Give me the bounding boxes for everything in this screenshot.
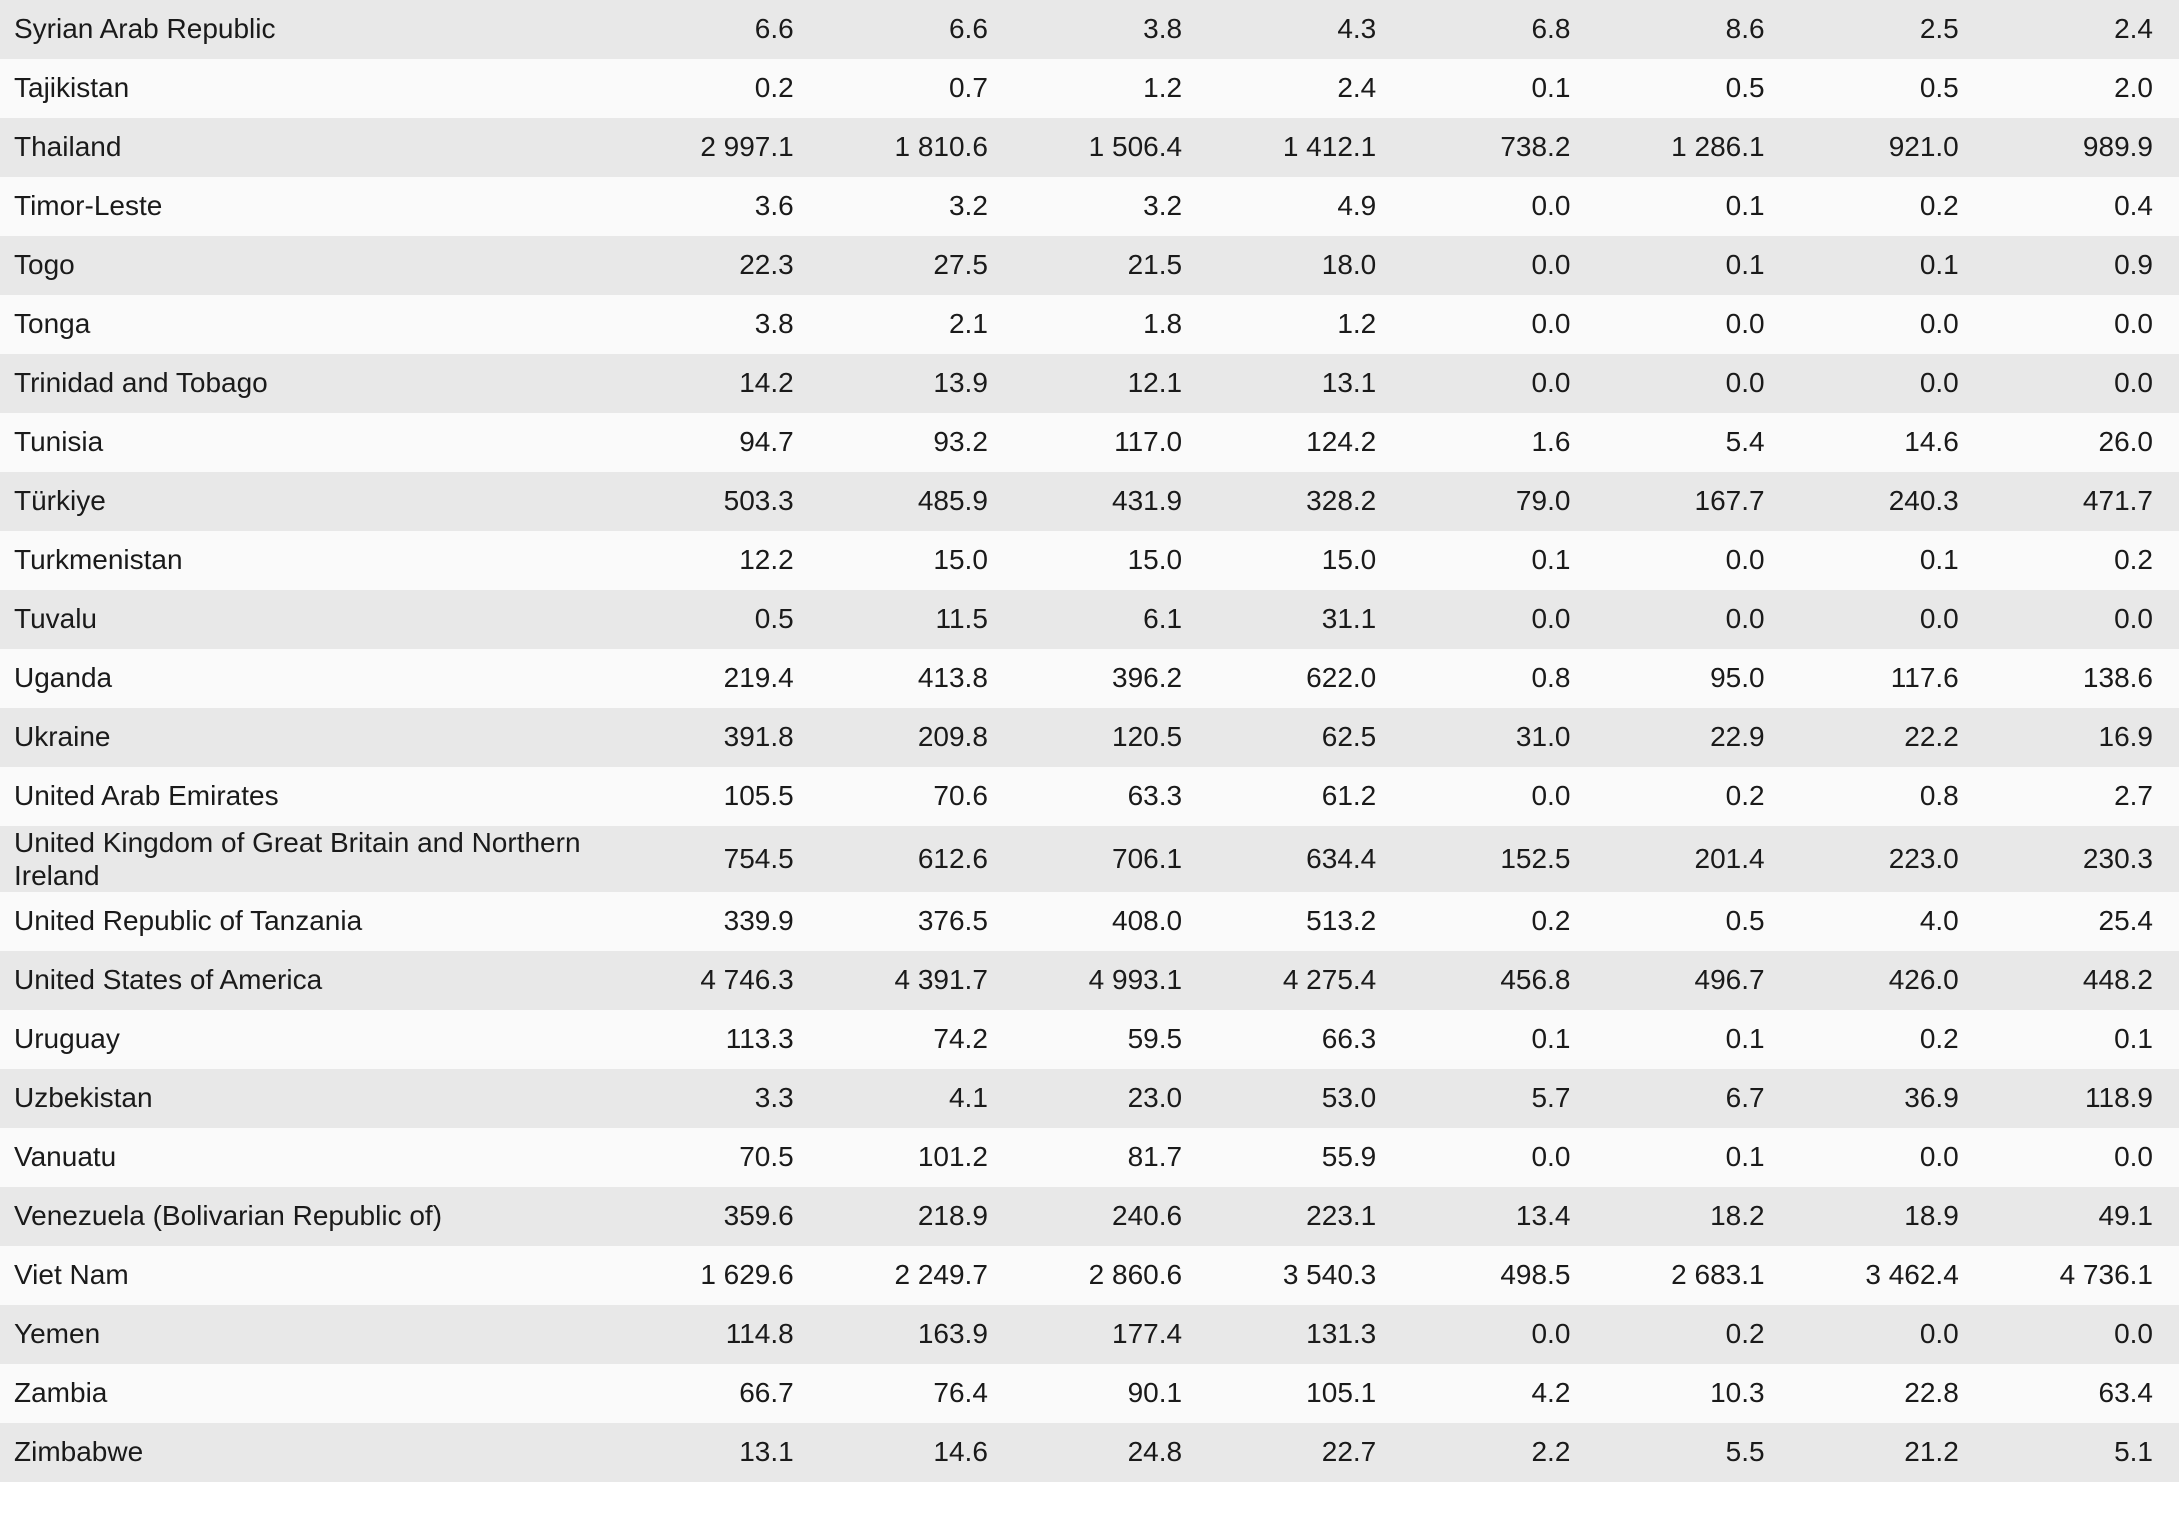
- cell-value: 4 993.1: [1014, 951, 1208, 1010]
- cell-value: 117.6: [1791, 649, 1985, 708]
- cell-value: 209.8: [820, 708, 1014, 767]
- cell-value: 152.5: [1402, 826, 1596, 892]
- row-label-country: Ukraine: [0, 708, 626, 767]
- cell-value: 376.5: [820, 892, 1014, 951]
- cell-value: 13.1: [626, 1423, 820, 1482]
- cell-value: 3.8: [626, 295, 820, 354]
- cell-value: 22.7: [1208, 1423, 1402, 1482]
- row-label-country: Viet Nam: [0, 1246, 626, 1305]
- cell-value: 0.5: [1596, 59, 1790, 118]
- cell-value: 1 810.6: [820, 118, 1014, 177]
- cell-value: 240.6: [1014, 1187, 1208, 1246]
- cell-value: 4.0: [1791, 892, 1985, 951]
- cell-value: 79.0: [1402, 472, 1596, 531]
- cell-value: 2.1: [820, 295, 1014, 354]
- table-row: [0, 236, 2179, 295]
- cell-value: 6.8: [1402, 0, 1596, 59]
- cell-value: 14.2: [626, 354, 820, 413]
- cell-value: 90.1: [1014, 1364, 1208, 1423]
- cell-value: 18.9: [1791, 1187, 1985, 1246]
- cell-value: 66.7: [626, 1364, 820, 1423]
- row-label-country: Tonga: [0, 295, 626, 354]
- cell-value: 1 412.1: [1208, 118, 1402, 177]
- cell-value: 5.5: [1596, 1423, 1790, 1482]
- cell-value: 738.2: [1402, 118, 1596, 177]
- table-row: [0, 1246, 2179, 1305]
- cell-value: 95.0: [1596, 649, 1790, 708]
- cell-value: 0.0: [1791, 590, 1985, 649]
- table-row: [0, 472, 2179, 531]
- cell-value: 0.0: [1402, 1305, 1596, 1364]
- table-row: [0, 1305, 2179, 1364]
- cell-value: 163.9: [820, 1305, 1014, 1364]
- cell-value: 4.1: [820, 1069, 1014, 1128]
- cell-value: 0.1: [1596, 236, 1790, 295]
- row-label-country: Zambia: [0, 1364, 626, 1423]
- cell-value: 22.2: [1791, 708, 1985, 767]
- row-label-country: Yemen: [0, 1305, 626, 1364]
- table-row: [0, 1364, 2179, 1423]
- cell-value: 131.3: [1208, 1305, 1402, 1364]
- cell-value: 21.2: [1791, 1423, 1985, 1482]
- cell-value: 1 629.6: [626, 1246, 820, 1305]
- cell-value: 0.2: [1596, 1305, 1790, 1364]
- cell-value: 4.3: [1208, 0, 1402, 59]
- cell-value: 62.5: [1208, 708, 1402, 767]
- cell-value: 118.9: [1985, 1069, 2179, 1128]
- row-label-country: Syrian Arab Republic: [0, 0, 626, 59]
- cell-value: 0.0: [1791, 1128, 1985, 1187]
- cell-value: 70.5: [626, 1128, 820, 1187]
- cell-value: 0.4: [1985, 177, 2179, 236]
- row-label-country: Tuvalu: [0, 590, 626, 649]
- table-row: [0, 1187, 2179, 1246]
- row-label-country: Thailand: [0, 118, 626, 177]
- cell-value: 396.2: [1014, 649, 1208, 708]
- cell-value: 36.9: [1791, 1069, 1985, 1128]
- cell-value: 0.0: [1985, 1305, 2179, 1364]
- cell-value: 1.2: [1014, 59, 1208, 118]
- cell-value: 0.1: [1402, 531, 1596, 590]
- cell-value: 2 683.1: [1596, 1246, 1790, 1305]
- cell-value: 0.0: [1791, 295, 1985, 354]
- cell-value: 0.2: [1402, 892, 1596, 951]
- cell-value: 0.0: [1596, 590, 1790, 649]
- cell-value: 21.5: [1014, 236, 1208, 295]
- cell-value: 2.7: [1985, 767, 2179, 826]
- table-row: [0, 1128, 2179, 1187]
- cell-value: 5.1: [1985, 1423, 2179, 1482]
- row-label-country: Vanuatu: [0, 1128, 626, 1187]
- cell-value: 408.0: [1014, 892, 1208, 951]
- cell-value: 471.7: [1985, 472, 2179, 531]
- row-label-country: Turkmenistan: [0, 531, 626, 590]
- row-label-country: Zimbabwe: [0, 1423, 626, 1482]
- cell-value: 223.1: [1208, 1187, 1402, 1246]
- cell-value: 4 391.7: [820, 951, 1014, 1010]
- row-label-country: United Kingdom of Great Britain and Northern Ireland: [0, 826, 626, 892]
- cell-value: 61.2: [1208, 767, 1402, 826]
- row-label-country: Uganda: [0, 649, 626, 708]
- table-row: [0, 649, 2179, 708]
- cell-value: 0.1: [1402, 59, 1596, 118]
- table-row: [0, 826, 2179, 892]
- cell-value: 0.1: [1791, 531, 1985, 590]
- table-row: [0, 1423, 2179, 1482]
- cell-value: 70.6: [820, 767, 1014, 826]
- cell-value: 0.8: [1791, 767, 1985, 826]
- cell-value: 15.0: [820, 531, 1014, 590]
- table-row: [0, 892, 2179, 951]
- cell-value: 503.3: [626, 472, 820, 531]
- cell-value: 219.4: [626, 649, 820, 708]
- row-label-country: United Republic of Tanzania: [0, 892, 626, 951]
- cell-value: 0.0: [1791, 354, 1985, 413]
- cell-value: 0.1: [1985, 1010, 2179, 1069]
- cell-value: 74.2: [820, 1010, 1014, 1069]
- cell-value: 3.2: [1014, 177, 1208, 236]
- row-label-country: Uzbekistan: [0, 1069, 626, 1128]
- cell-value: 0.2: [1985, 531, 2179, 590]
- cell-value: 18.2: [1596, 1187, 1790, 1246]
- cell-value: 3.3: [626, 1069, 820, 1128]
- cell-value: 0.2: [1596, 767, 1790, 826]
- cell-value: 1 506.4: [1014, 118, 1208, 177]
- cell-value: 66.3: [1208, 1010, 1402, 1069]
- cell-value: 15.0: [1014, 531, 1208, 590]
- cell-value: 0.0: [1596, 295, 1790, 354]
- cell-value: 22.9: [1596, 708, 1790, 767]
- cell-value: 167.7: [1596, 472, 1790, 531]
- cell-value: 113.3: [626, 1010, 820, 1069]
- cell-value: 0.5: [1791, 59, 1985, 118]
- table-row: [0, 531, 2179, 590]
- cell-value: 0.2: [1791, 1010, 1985, 1069]
- cell-value: 0.5: [1596, 892, 1790, 951]
- cell-value: 2 860.6: [1014, 1246, 1208, 1305]
- cell-value: 93.2: [820, 413, 1014, 472]
- row-label-country: Togo: [0, 236, 626, 295]
- cell-value: 456.8: [1402, 951, 1596, 1010]
- cell-value: 0.0: [1791, 1305, 1985, 1364]
- cell-value: 11.5: [820, 590, 1014, 649]
- cell-value: 218.9: [820, 1187, 1014, 1246]
- row-label-country: United Arab Emirates: [0, 767, 626, 826]
- cell-value: 0.0: [1985, 354, 2179, 413]
- cell-value: 0.5: [626, 590, 820, 649]
- cell-value: 26.0: [1985, 413, 2179, 472]
- cell-value: 14.6: [1791, 413, 1985, 472]
- cell-value: 6.7: [1596, 1069, 1790, 1128]
- cell-value: 120.5: [1014, 708, 1208, 767]
- cell-value: 101.2: [820, 1128, 1014, 1187]
- cell-value: 53.0: [1208, 1069, 1402, 1128]
- cell-value: 12.2: [626, 531, 820, 590]
- cell-value: 0.0: [1985, 1128, 2179, 1187]
- cell-value: 6.1: [1014, 590, 1208, 649]
- table-row: [0, 951, 2179, 1010]
- cell-value: 138.6: [1985, 649, 2179, 708]
- cell-value: 1.6: [1402, 413, 1596, 472]
- cell-value: 2 249.7: [820, 1246, 1014, 1305]
- row-label-country: Türkiye: [0, 472, 626, 531]
- cell-value: 81.7: [1014, 1128, 1208, 1187]
- table-row: [0, 708, 2179, 767]
- cell-value: 59.5: [1014, 1010, 1208, 1069]
- cell-value: 63.4: [1985, 1364, 2179, 1423]
- row-label-country: Uruguay: [0, 1010, 626, 1069]
- cell-value: 0.8: [1402, 649, 1596, 708]
- cell-value: 23.0: [1014, 1069, 1208, 1128]
- cell-value: 230.3: [1985, 826, 2179, 892]
- cell-value: 0.1: [1402, 1010, 1596, 1069]
- cell-value: 0.1: [1791, 236, 1985, 295]
- cell-value: 448.2: [1985, 951, 2179, 1010]
- cell-value: 63.3: [1014, 767, 1208, 826]
- table-row: [0, 59, 2179, 118]
- cell-value: 328.2: [1208, 472, 1402, 531]
- cell-value: 0.0: [1402, 1128, 1596, 1187]
- cell-value: 1.2: [1208, 295, 1402, 354]
- cell-value: 14.6: [820, 1423, 1014, 1482]
- cell-value: 0.1: [1596, 177, 1790, 236]
- cell-value: 16.9: [1985, 708, 2179, 767]
- cell-value: 4 275.4: [1208, 951, 1402, 1010]
- cell-value: 55.9: [1208, 1128, 1402, 1187]
- cell-value: 413.8: [820, 649, 1014, 708]
- cell-value: 0.0: [1402, 236, 1596, 295]
- cell-value: 105.5: [626, 767, 820, 826]
- cell-value: 13.4: [1402, 1187, 1596, 1246]
- cell-value: 201.4: [1596, 826, 1790, 892]
- row-label-country: Trinidad and Tobago: [0, 354, 626, 413]
- cell-value: 989.9: [1985, 118, 2179, 177]
- cell-value: 431.9: [1014, 472, 1208, 531]
- cell-value: 0.7: [820, 59, 1014, 118]
- cell-value: 0.0: [1402, 590, 1596, 649]
- cell-value: 6.6: [626, 0, 820, 59]
- cell-value: 13.1: [1208, 354, 1402, 413]
- cell-value: 426.0: [1791, 951, 1985, 1010]
- cell-value: 2.2: [1402, 1423, 1596, 1482]
- cell-value: 27.5: [820, 236, 1014, 295]
- cell-value: 391.8: [626, 708, 820, 767]
- cell-value: 18.0: [1208, 236, 1402, 295]
- cell-value: 1.8: [1014, 295, 1208, 354]
- cell-value: 49.1: [1985, 1187, 2179, 1246]
- cell-value: 6.6: [820, 0, 1014, 59]
- cell-value: 3 540.3: [1208, 1246, 1402, 1305]
- cell-value: 3.2: [820, 177, 1014, 236]
- cell-value: 3.8: [1014, 0, 1208, 59]
- cell-value: 754.5: [626, 826, 820, 892]
- cell-value: 0.2: [626, 59, 820, 118]
- cell-value: 114.8: [626, 1305, 820, 1364]
- cell-value: 2 997.1: [626, 118, 820, 177]
- cell-value: 706.1: [1014, 826, 1208, 892]
- table-row: [0, 1010, 2179, 1069]
- row-label-country: Tunisia: [0, 413, 626, 472]
- cell-value: 4.9: [1208, 177, 1402, 236]
- cell-value: 31.0: [1402, 708, 1596, 767]
- cell-value: 4 736.1: [1985, 1246, 2179, 1305]
- row-label-country: Tajikistan: [0, 59, 626, 118]
- cell-value: 22.3: [626, 236, 820, 295]
- cell-value: 339.9: [626, 892, 820, 951]
- cell-value: 2.4: [1208, 59, 1402, 118]
- cell-value: 0.2: [1791, 177, 1985, 236]
- cell-value: 485.9: [820, 472, 1014, 531]
- table-row: [0, 0, 2179, 59]
- cell-value: 2.4: [1985, 0, 2179, 59]
- cell-value: 921.0: [1791, 118, 1985, 177]
- cell-value: 31.1: [1208, 590, 1402, 649]
- table-row: [0, 1069, 2179, 1128]
- table-row: [0, 118, 2179, 177]
- table-row: [0, 295, 2179, 354]
- cell-value: 24.8: [1014, 1423, 1208, 1482]
- cell-value: 124.2: [1208, 413, 1402, 472]
- cell-value: 13.9: [820, 354, 1014, 413]
- cell-value: 5.4: [1596, 413, 1790, 472]
- cell-value: 0.0: [1596, 354, 1790, 413]
- cell-value: 105.1: [1208, 1364, 1402, 1423]
- cell-value: 0.0: [1985, 590, 2179, 649]
- cell-value: 22.8: [1791, 1364, 1985, 1423]
- row-label-country: Timor-Leste: [0, 177, 626, 236]
- cell-value: 0.1: [1596, 1010, 1790, 1069]
- row-label-country: Venezuela (Bolivarian Republic of): [0, 1187, 626, 1246]
- cell-value: 0.0: [1402, 354, 1596, 413]
- cell-value: 498.5: [1402, 1246, 1596, 1305]
- cell-value: 2.5: [1791, 0, 1985, 59]
- cell-value: 240.3: [1791, 472, 1985, 531]
- cell-value: 496.7: [1596, 951, 1790, 1010]
- cell-value: 3 462.4: [1791, 1246, 1985, 1305]
- cell-value: 94.7: [626, 413, 820, 472]
- cell-value: 2.0: [1985, 59, 2179, 118]
- cell-value: 223.0: [1791, 826, 1985, 892]
- cell-value: 4 746.3: [626, 951, 820, 1010]
- table-row: [0, 354, 2179, 413]
- cell-value: 15.0: [1208, 531, 1402, 590]
- cell-value: 76.4: [820, 1364, 1014, 1423]
- cell-value: 0.1: [1596, 1128, 1790, 1187]
- cell-value: 0.0: [1402, 295, 1596, 354]
- cell-value: 0.0: [1402, 177, 1596, 236]
- cell-value: 513.2: [1208, 892, 1402, 951]
- cell-value: 117.0: [1014, 413, 1208, 472]
- cell-value: 612.6: [820, 826, 1014, 892]
- table-row: [0, 413, 2179, 472]
- cell-value: 0.9: [1985, 236, 2179, 295]
- cell-value: 10.3: [1596, 1364, 1790, 1423]
- cell-value: 25.4: [1985, 892, 2179, 951]
- cell-value: 8.6: [1596, 0, 1790, 59]
- cell-value: 0.0: [1402, 767, 1596, 826]
- cell-value: 0.0: [1985, 295, 2179, 354]
- table-row: [0, 767, 2179, 826]
- cell-value: 177.4: [1014, 1305, 1208, 1364]
- row-label-country: United States of America: [0, 951, 626, 1010]
- cell-value: 5.7: [1402, 1069, 1596, 1128]
- cell-value: 3.6: [626, 177, 820, 236]
- cell-value: 359.6: [626, 1187, 820, 1246]
- cell-value: 622.0: [1208, 649, 1402, 708]
- cell-value: 12.1: [1014, 354, 1208, 413]
- table-row: [0, 177, 2179, 236]
- cell-value: 0.0: [1596, 531, 1790, 590]
- cell-value: 1 286.1: [1596, 118, 1790, 177]
- cell-value: 4.2: [1402, 1364, 1596, 1423]
- table-row: [0, 590, 2179, 649]
- cell-value: 634.4: [1208, 826, 1402, 892]
